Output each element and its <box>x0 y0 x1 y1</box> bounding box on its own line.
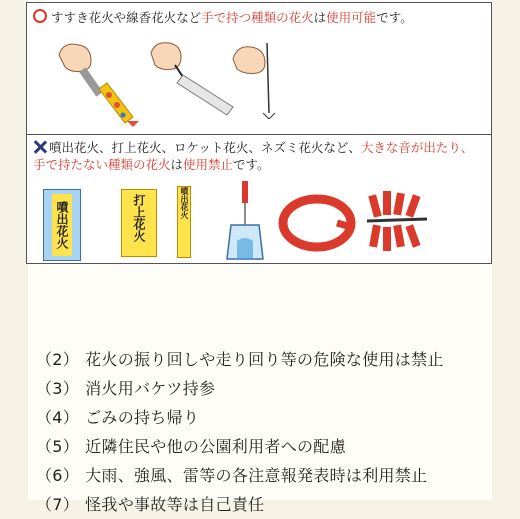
uchiage-label: 打上花火 <box>132 194 146 242</box>
allowed-text-1: すすき花火や線香花火など <box>51 10 202 25</box>
list-item-text: 花火の振り回しや走り回り等の危険な使用は禁止 <box>85 350 444 369</box>
list-item-text: 消火用バケツ持参 <box>85 379 216 398</box>
list-item-number: （2） <box>36 350 80 369</box>
list-item-text: ごみの持ち帰り <box>85 408 200 427</box>
prohibited-text-3: 手で持たない種類の花火 <box>33 157 171 172</box>
allowed-text-4: 使用可能 <box>326 10 377 25</box>
firecracker-bundle <box>367 189 427 253</box>
list-item-number: （6） <box>36 466 80 485</box>
list-item-number: （5） <box>36 437 80 456</box>
funshutsu-firework-tube <box>43 189 81 261</box>
list-item-text: 近隣住民や他の公園利用者への配慮 <box>85 437 346 456</box>
allowed-text-5: です。 <box>376 10 413 25</box>
nezumi-firework-spiral <box>277 193 357 253</box>
allowed-fireworks-caption <box>33 9 413 26</box>
page-margin-left <box>0 0 28 500</box>
prohibited-text-6: です。 <box>233 157 270 172</box>
prohibited-text-5: 使用禁止 <box>183 157 234 172</box>
hand-with-sparkler-tube <box>151 43 233 115</box>
allowed-text-2: 手で持つ種類の花火 <box>201 10 314 25</box>
list-item-text: 大雨、強風、雷等の各注意報発表時は利用禁止 <box>85 466 428 485</box>
uchiage-firework-tube <box>121 189 157 257</box>
page-margin-right <box>492 0 520 500</box>
fountain-firework-stick <box>177 186 191 258</box>
handheld-fireworks-illustration <box>47 37 247 127</box>
rules-list <box>36 345 486 519</box>
funshutsu-label: 噴出花火 <box>52 194 72 256</box>
fireworks-rules-infographic <box>26 2 492 264</box>
list-item <box>36 432 486 461</box>
fountain-label: 噴出花火 <box>180 187 189 219</box>
section-divider <box>27 134 491 135</box>
allowed-text-3: は <box>313 10 327 25</box>
list-item <box>36 374 486 403</box>
list-item <box>36 490 486 519</box>
cross-ng-icon <box>33 140 47 154</box>
prohibited-text-2: 大きな音が出たり、 <box>360 140 474 155</box>
list-item-number: （4） <box>36 408 80 427</box>
list-item-number: （7） <box>36 495 80 514</box>
list-item-text: 怪我や事故等は自己責任 <box>85 495 265 514</box>
rocket-firework-in-bottle <box>223 181 267 261</box>
hand-with-senko-hanabi <box>227 39 297 119</box>
prohibited-fireworks-caption-line1 <box>33 139 473 156</box>
list-item <box>36 461 486 490</box>
list-item-number: （3） <box>36 379 80 398</box>
prohibited-fireworks-caption-line2 <box>33 156 270 173</box>
prohibited-text-1: 噴出花火、打上花火、ロケット花火、ネズミ花火など、 <box>49 140 361 155</box>
list-item <box>36 403 486 432</box>
list-item <box>36 345 486 374</box>
prohibited-text-4: は <box>170 157 184 172</box>
circle-ok-icon <box>33 9 47 23</box>
hand-with-susuki-firework <box>59 44 139 127</box>
